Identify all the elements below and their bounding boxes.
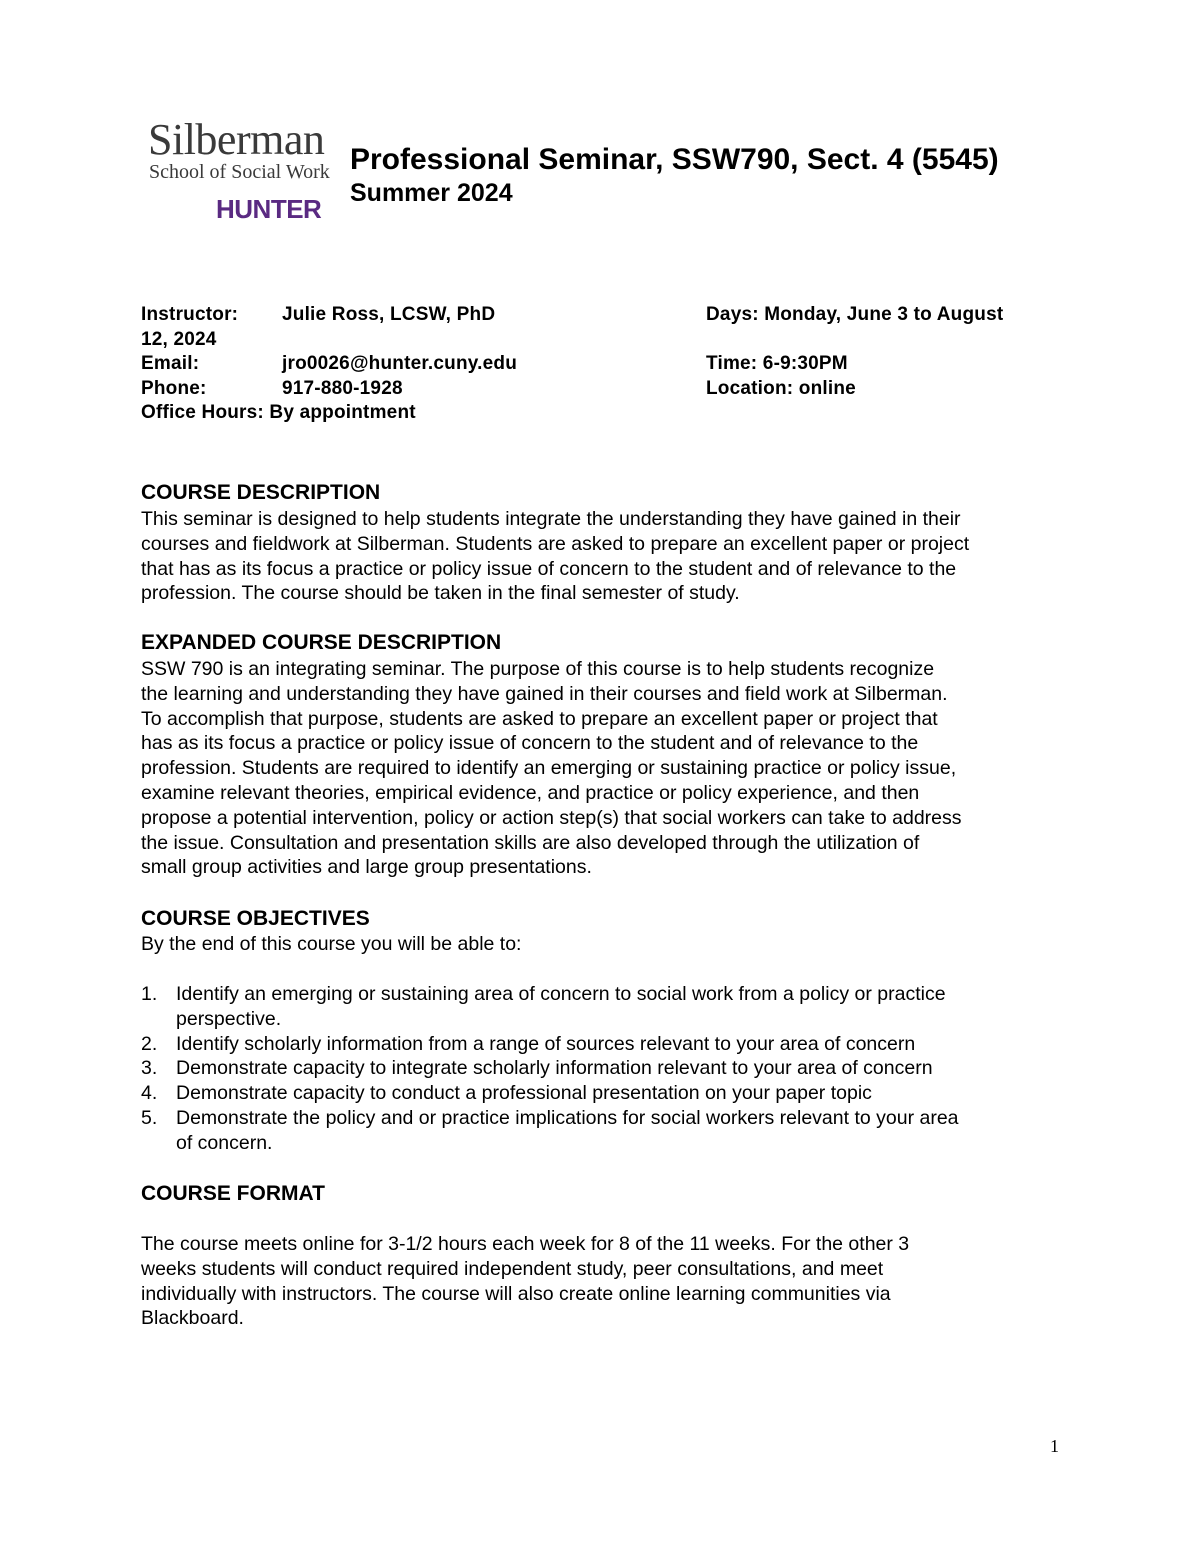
list-item [141, 1032, 1071, 1057]
list-item [141, 1056, 1071, 1081]
course-objectives-heading: COURSE OBJECTIVES [141, 907, 370, 930]
list-item-number: 2. [141, 1032, 158, 1055]
list-item-text: Demonstrate capacity to conduct a professional presentation on your paper topic [176, 1082, 872, 1105]
logo-hunter-text: HUNTER [216, 194, 322, 224]
phone-value: 917-880-1928 [282, 378, 403, 399]
list-item-number: 5. [141, 1106, 158, 1129]
course-description-heading: COURSE DESCRIPTION [141, 481, 381, 504]
course-objectives-intro: By the end of this course you will be able to: [141, 933, 522, 955]
logo-silberman-text: Silberman [148, 115, 325, 164]
course-term: Summer 2024 [350, 179, 513, 207]
expanded-description-heading: EXPANDED COURSE DESCRIPTION [141, 631, 502, 654]
list-item [141, 982, 1071, 1032]
course-time: Time: 6-9:30PM [706, 353, 848, 374]
course-title: Professional Seminar, SSW790, Sect. 4 (5545) [350, 143, 999, 176]
list-item-text: Demonstrate the policy and or practice implications for social workers relevant to your area of concern. [176, 1106, 959, 1154]
email-value: jro0026@hunter.cuny.edu [282, 353, 518, 374]
course-days-continued: 12, 2024 [141, 329, 217, 350]
list-item-number: 1. [141, 983, 158, 1005]
list-item [141, 1106, 1071, 1156]
course-objectives-list [141, 982, 1071, 1156]
phone-label: Phone: [141, 378, 207, 399]
list-item-text: Demonstrate capacity to integrate scholarly information relevant to your area of concern [176, 1057, 933, 1080]
course-description-text: This seminar is designed to help students integrate the understanding they have gained in their courses and fieldwork at Silberman. Students are asked to prepare an excellent paper or project that has as its focus a practice or policy issue of concern to the student and of relevance to the profession. The course should be taken in the final semester of study. [141, 508, 970, 605]
office-hours: Office Hours: By appointment [141, 402, 416, 423]
instructor-value: Julie Ross, LCSW, PhD [282, 304, 496, 325]
course-format-text: The course meets online for 3-1/2 hours each week for 8 of the 11 weeks. For the other 3 weeks students will conduct required independent study, peer consultations, and meet individually with instructors. The course will also create online learning communities via Blackboard. [141, 1233, 910, 1330]
page-number: 1 [1050, 1436, 1059, 1456]
list-item-text: Identify scholarly information from a range of sources relevant to your area of concern [176, 1032, 916, 1055]
list-item-number: 3. [141, 1057, 158, 1080]
course-days: Days: Monday, June 3 to August [706, 304, 1004, 325]
list-item-number: 4. [141, 1082, 158, 1105]
instructor-label: Instructor: [141, 304, 239, 325]
email-label: Email: [141, 353, 200, 374]
expanded-description-text: SSW 790 is an integrating seminar. The purpose of this course is to help students recognize the learning and understanding they have gained in their courses and field work at Silberman. To accomplish that purpose, students are asked to prepare an excellent paper or project that has as its focus a practice or policy issue of concern to the student and of relevance to the profession. Students are required to identify an emerging or sustaining practice or policy issue, examine relevant theories, empirical evidence, and practice or policy experience, and then propose a potential intervention, policy or action step(s) that social workers can take to address the issue. Consultation and presentation skills are also developed through the utilization of small group activities and large group presentations. [141, 658, 962, 879]
course-format-heading: COURSE FORMAT [141, 1182, 325, 1205]
logo-school-text: School of Social Work [149, 161, 330, 183]
course-location: Location: online [706, 378, 856, 399]
silberman-hunter-logo [148, 115, 330, 228]
list-item-text: Identify an emerging or sustaining area of concern to social work from a policy or practice perspective. [176, 983, 946, 1030]
list-item [141, 1081, 1071, 1106]
